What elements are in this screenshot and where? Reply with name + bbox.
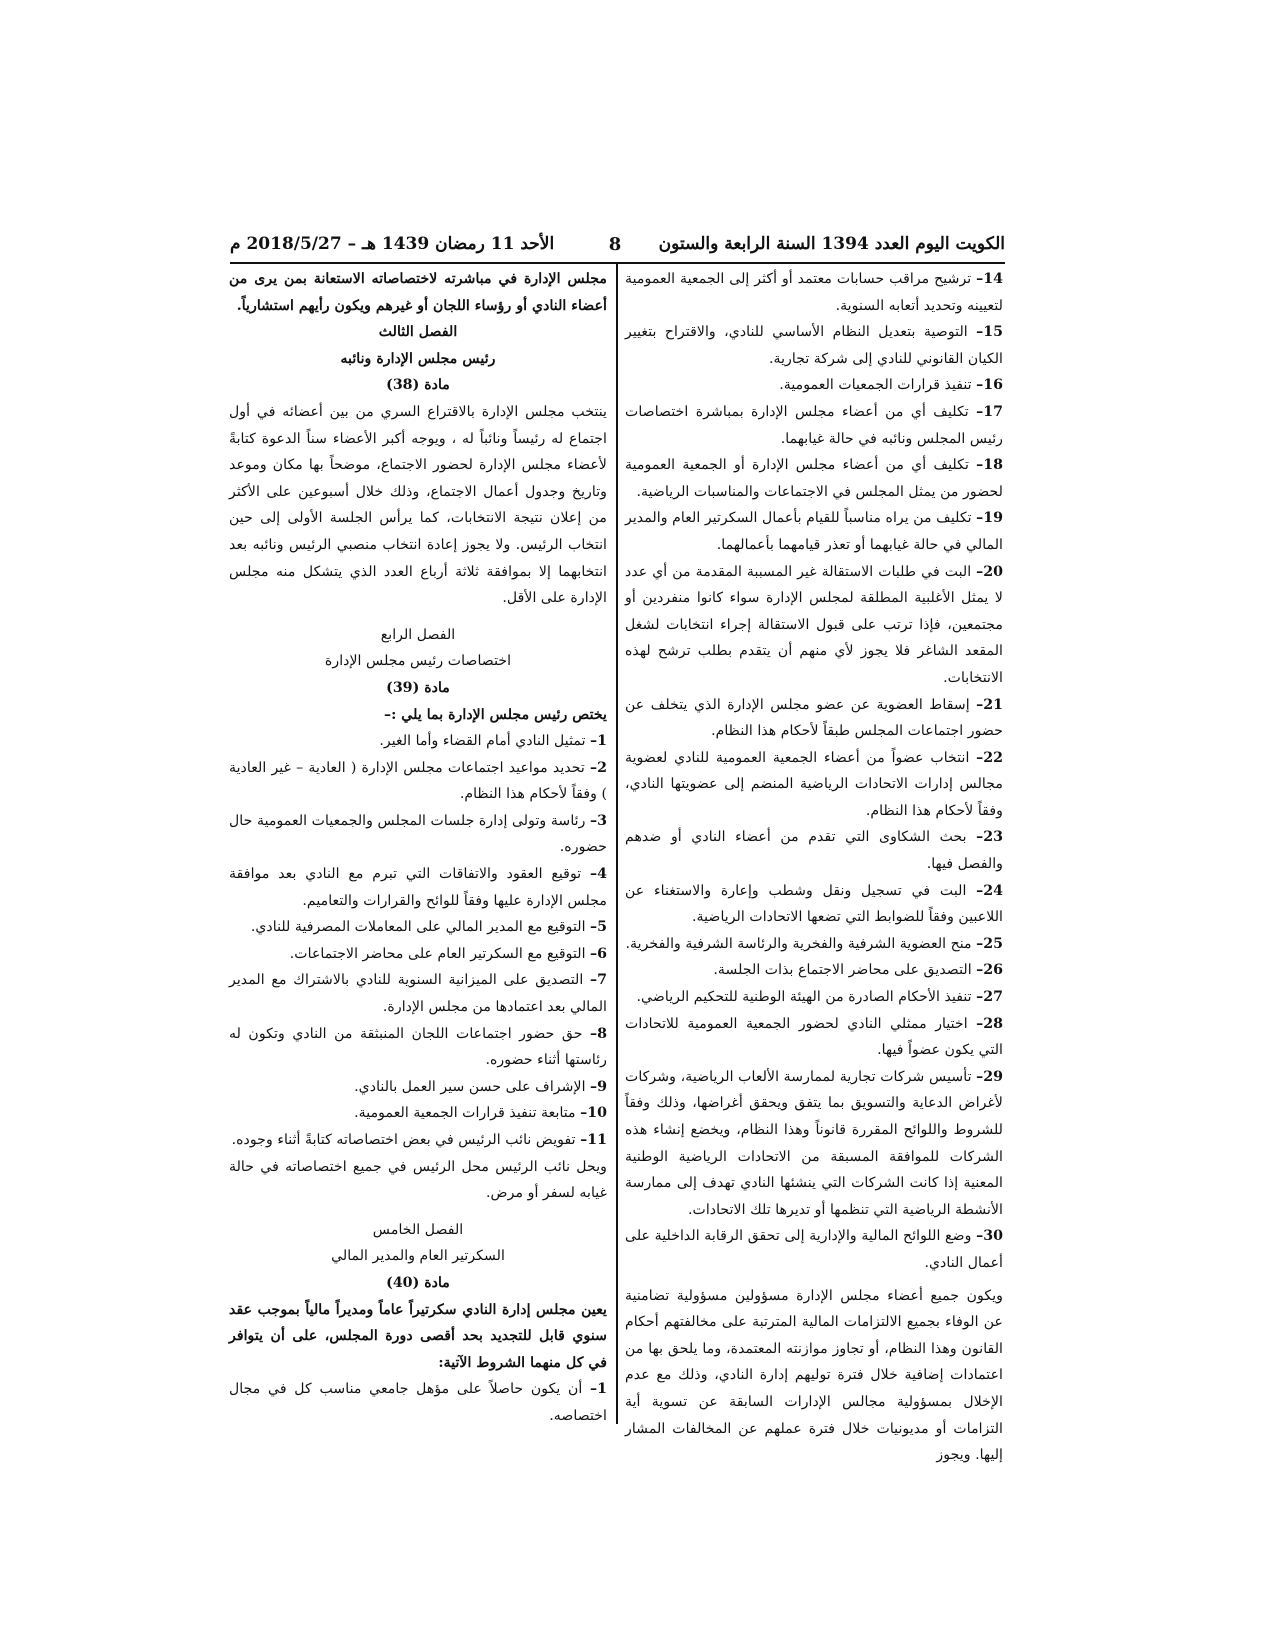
board-duty-item-number: 27– xyxy=(976,989,1003,1006)
board-duty-item-number: 25– xyxy=(976,935,1003,952)
board-duty-item-text: وضع اللوائح المالية والإدارية إلى تحقق الرقابة الداخلية على أعمال النادي. xyxy=(625,1228,1003,1271)
board-duty-item xyxy=(625,559,1003,692)
board-duty-item-number: 21– xyxy=(976,696,1003,713)
chairman-duty-item-number: 8– xyxy=(590,1025,607,1042)
board-duty-item-text: بحث الشكاوى التي تقدم من أعضاء النادي أو ضدهم والفصل فيها. xyxy=(625,829,1003,873)
chairman-duty-item xyxy=(229,914,607,941)
condition-item-number: 1– xyxy=(590,1381,607,1398)
board-duty-item xyxy=(625,692,1003,745)
chairman-duty-item xyxy=(229,728,607,755)
board-duty-item-number: 30– xyxy=(976,1228,1003,1245)
chairman-duty-item xyxy=(229,1100,607,1127)
chapter5-title: الفصل الخامس xyxy=(372,1221,464,1238)
chairman-duty-item xyxy=(229,808,607,861)
board-duty-item-text: البت في تسجيل ونقل وشطب وإعارة والاستغناء عن اللاعبين وفقاً للضوابط التي تضعها الاتحادات الرياضية. xyxy=(625,882,1003,926)
page-number: 8 xyxy=(608,234,622,255)
chairman-duty-item xyxy=(229,1127,607,1154)
board-duty-item xyxy=(625,745,1003,825)
issue-date: الأحد 11 رمضان 1439 هـ – 2018/5/27 م xyxy=(230,234,555,254)
board-duty-item xyxy=(625,266,1003,319)
right-closing-paragraph: ويكون جميع أعضاء مجلس الإدارة مسؤولين مسؤولية تضامنية عن الوفاء بجميع الالتزامات المالية المترتبة على مخالفتهم أحكام القانون وهذا النظام، أو تجاوز موازنته المعتمدة، وما يلحق بها من اعتمادات إضافية خلال فترة توليهم إدارة النادي، وذلك مع عدم الإخلال بمسؤولية مجالس الإدارات السابقة عن تسوية أية التزامات أو مديونيات خلال فترة عملهم عن المخالفات المشار إليها. ويجوز xyxy=(625,1287,1003,1464)
board-duty-item xyxy=(625,1011,1003,1064)
article-40-body: يعين مجلس إدارة النادي سكرتيراً عاماً ومديراً مالياً بموجب عقد سنوي قابل للتجديد بحد أقصى دورة المجلس، على أن يتوافر في كل منهما الشروط الآتية: xyxy=(229,1301,607,1371)
chairman-duty-item-text: توقيع العقود والاتفاقات التي تبرم مع النادي بعد موافقة مجلس الإدارة عليها وفقاً للوائح والقرارات والتعاميم. xyxy=(229,866,607,909)
condition-item-text: أن يكون حاصلاً على مؤهل جامعي مناسب كل في مجال اختصاصه. xyxy=(229,1381,607,1424)
chairman-duty-item-text: رئاسة وتولى إدارة جلسات المجلس والجمعيات العمومية حال حضوره. xyxy=(229,812,607,856)
board-duty-item-text: تنفيذ قرارات الجمعيات العمومية. xyxy=(779,377,977,394)
chairman-duty-item-text: متابعة تنفيذ قرارات الجمعية العمومية. xyxy=(354,1105,581,1122)
chairman-duty-item-text: حق حضور اجتماعات اللجان المنبثقة من النادي وتكون له رئاستها أثناء حضوره. xyxy=(229,1025,607,1069)
board-duty-item-number: 16– xyxy=(976,377,1003,394)
board-duty-item xyxy=(625,319,1003,372)
board-duty-item-number: 17– xyxy=(976,403,1003,420)
chairman-duty-item-number: 4– xyxy=(590,866,607,883)
article-39-lead: يختص رئيس مجلس الإدارة بما يلي :– xyxy=(384,706,607,723)
board-duty-item-number: 14– xyxy=(976,271,1003,287)
chapter5-subtitle: السكرتير العام والمدير المالي xyxy=(331,1248,505,1265)
chairman-duty-item-text: تحديد مواعيد اجتماعات مجلس الإدارة ( العادية – غير العادية ) وفقاً لأحكام هذا النظام. xyxy=(229,759,607,803)
article-38-body: ينتخب مجلس الإدارة بالاقتراع السري من بين أعضائه في أول اجتماع له رئيساً ونائباً له ، ويوجه أكبر الأعضاء سناً الدعوة كتابةً لأعضاء مجلس الإدارة لحضور الاجتماع، موضحاً بها مكان وموعد وتاريخ وجدول أعمال الاجتماع، وذلك خلال أسبوعين على الأكثر من إعلان نتيجة الانتخابات، كما يرأس الجلسة الأولى إلى حين انتخاب الرئيس. ولا يجوز إعادة انتخاب منصبي الرئيس ونائبه بعد انتخابهما إلا بموافقة ثلاثة أرباع العدد الذي يتشكل منه مجلس الإدارة على الأقل. xyxy=(229,403,607,607)
page-header xyxy=(230,234,1005,260)
article-40-heading: مادة (40) xyxy=(386,1274,450,1291)
board-duty-item-text: التصديق على محاضر الاجتماع بذات الجلسة. xyxy=(713,962,977,979)
chairman-duty-item-number: 7– xyxy=(590,972,607,989)
board-duty-item-number: 28– xyxy=(976,1015,1003,1032)
chairman-duty-item-number: 5– xyxy=(590,919,607,936)
condition-item xyxy=(229,1376,607,1429)
board-duty-item-text: التوصية بتعديل النظام الأساسي للنادي، والاقتراح بتغيير الكيان القانوني للنادي إلى شركة تجارية. xyxy=(625,324,1003,367)
board-duty-item-text: تكليف أي من أعضاء مجلس الإدارة بمباشرة اختصاصات رئيس المجلس ونائبه في حالة غيابهما. xyxy=(625,403,1003,447)
board-duty-item-text: تأسيس شركات تجارية لممارسة الألعاب الرياضية، وشركات لأغراض الدعاية والتسويق بما يتفق ويحقق أغراضها، وذلك وفقاً للشروط واللوائح المقررة قانوناً وهذا النظام، ويخضع إنشاء هذه الشركات للموافقة المسبقة من الاتحادات الرياضية الوطنية المعنية إذا كانت الشركات التي ينشئها النادي تهدف إلى ممارسة الأنشطة الرياضية التي تنظمها أو تديرها تلك الاتحادات. xyxy=(625,1068,1003,1218)
board-duty-item xyxy=(625,957,1003,984)
chairman-duty-item-text: تفويض نائب الرئيس في بعض اختصاصاته كتابةً أثناء وجوده. xyxy=(231,1132,581,1148)
chairman-duty-item-number: 11– xyxy=(580,1132,607,1148)
chapter4-title: الفصل الرابع xyxy=(380,626,456,643)
article-38-heading: مادة (38) xyxy=(386,377,450,394)
article-40-items-list xyxy=(229,1376,607,1429)
board-duty-item-text: ترشيح مراقب حسابات معتمد أو أكثر إلى الجمعية العمومية لتعيينه وتحديد أتعابه السنوية. xyxy=(625,271,1003,314)
board-duty-item xyxy=(625,1064,1003,1224)
chairman-duty-item-text: الإشراف على حسن سير العمل بالنادي. xyxy=(354,1078,591,1095)
chairman-duty-item-number: 9– xyxy=(590,1078,607,1095)
chairman-duty-item-number: 6– xyxy=(590,945,607,962)
article-39-heading: مادة (39) xyxy=(386,679,450,696)
chairman-duty-item-number: 2– xyxy=(590,759,607,776)
board-duty-item-text: اختيار ممثلي النادي لحضور الجمعية العمومية للاتحادات التي يكون عضواً فيها. xyxy=(625,1015,1003,1059)
journal-title: الكويت اليوم العدد 1394 السنة الرابعة والستون xyxy=(658,234,1005,254)
board-duty-item-text: البت في طلبات الاستقالة غير المسببة المقدمة من أي عدد لا يمثل الأغلبية المطلقة لمجلس الإدارة سواء كانوا منفردين أو مجتمعين، فإذا ترتب على قبول الاستقالة إجراء انتخابات لشغل المقعد الشاغر فلا يجوز لأي منهم أن يتقدم بطلب ترشح لهذه الانتخابات. xyxy=(625,563,1003,686)
board-duty-item-text: انتخاب عضواً من أعضاء الجمعية العمومية للنادي لعضوية مجالس إدارات الاتحادات الرياضية المنضم إلى عضويتها النادي، وفقاً لأحكام هذا النظام. xyxy=(625,749,1003,819)
chapter4-subtitle: اختصاصات رئيس مجلس الإدارة xyxy=(324,653,512,670)
chairman-duty-item-number: 3– xyxy=(590,812,607,829)
chapter3-subtitle: رئيس مجلس الإدارة ونائبه xyxy=(340,350,496,367)
board-duty-item-text: تكليف أي من أعضاء مجلس الإدارة أو الجمعية العمومية لحضور من يمثل المجلس في الاجتماعات والمناسبات الرياضية. xyxy=(625,457,1003,500)
board-duty-item xyxy=(625,399,1003,452)
chairman-duty-item-text: التوقيع مع السكرتير العام على محاضر الاجتماعات. xyxy=(289,945,591,962)
article-39-items-list xyxy=(229,728,607,1154)
board-duty-item xyxy=(625,1223,1003,1276)
board-duty-item-number: 26– xyxy=(976,962,1003,979)
board-duty-item xyxy=(625,824,1003,877)
board-duty-item-number: 23– xyxy=(976,829,1003,846)
board-duty-item xyxy=(625,452,1003,505)
chairman-duty-item-number: 1– xyxy=(590,733,607,750)
chairman-duty-item-text: تمثيل النادي أمام القضاء وأما الغير. xyxy=(379,733,591,750)
left-intro-paragraph: مجلس الإدارة في مباشرته لاختصاصاته الاستعانة بمن يرى من أعضاء النادي أو رؤساء اللجان أو غيرهم ويكون رأيهم استشارياً. xyxy=(229,271,607,314)
chairman-duty-item-text: التصديق على الميزانية السنوية للنادي بالاشتراك مع المدير المالي بعد اعتمادها من مجلس الإدارة. xyxy=(229,972,607,1016)
board-duty-item xyxy=(625,984,1003,1011)
chairman-duty-item-text: التوقيع مع المدير المالي على المعاملات المصرفية للنادي. xyxy=(250,919,591,936)
chairman-duty-item xyxy=(229,861,607,914)
board-duty-item xyxy=(625,505,1003,558)
chairman-duty-item xyxy=(229,941,607,968)
chairman-duty-item xyxy=(229,967,607,1020)
column-divider xyxy=(616,264,618,1424)
board-duty-item-number: 29– xyxy=(976,1068,1003,1085)
left-column xyxy=(229,266,607,1430)
board-duty-item-text: إسقاط العضوية عن عضو مجلس الإدارة الذي يتخلف عن حضور اجتماعات المجلس طبقاً لأحكام هذا النظام. xyxy=(625,696,1003,740)
board-duty-item-number: 18– xyxy=(976,457,1003,474)
board-duty-item-text: منح العضوية الشرفية والفخرية والرئاسة الشرفية والفخرية. xyxy=(625,935,977,952)
board-duty-item xyxy=(625,878,1003,931)
chairman-duty-item xyxy=(229,1021,607,1074)
board-duty-item-number: 15– xyxy=(976,324,1003,341)
board-duty-item-number: 22– xyxy=(976,749,1003,766)
chairman-duty-item xyxy=(229,755,607,808)
board-duty-item-number: 19– xyxy=(976,510,1003,527)
chairman-duty-item-number: 10– xyxy=(580,1105,607,1122)
board-duty-item-number: 20– xyxy=(976,563,1003,580)
right-items-list xyxy=(625,266,1003,1277)
board-duty-item xyxy=(625,931,1003,958)
board-duty-item xyxy=(625,372,1003,399)
board-duty-item-text: تنفيذ الأحكام الصادرة من الهيئة الوطنية للتحكيم الرياضي. xyxy=(636,989,977,1006)
right-column xyxy=(625,266,1003,1469)
article-39-closing: ويحل نائب الرئيس محل الرئيس في جميع اختصاصاته في حالة غيابه لسفر أو مرض. xyxy=(229,1158,607,1202)
chapter3-title: الفصل الثالث xyxy=(378,324,458,341)
board-duty-item-number: 24– xyxy=(976,882,1003,899)
chairman-duty-item xyxy=(229,1074,607,1101)
board-duty-item-text: تكليف من يراه مناسباً للقيام بأعمال السكرتير العام والمدير المالي في حالة غيابهما أو تعذر قيامهما بأعمالهما. xyxy=(625,510,1003,553)
